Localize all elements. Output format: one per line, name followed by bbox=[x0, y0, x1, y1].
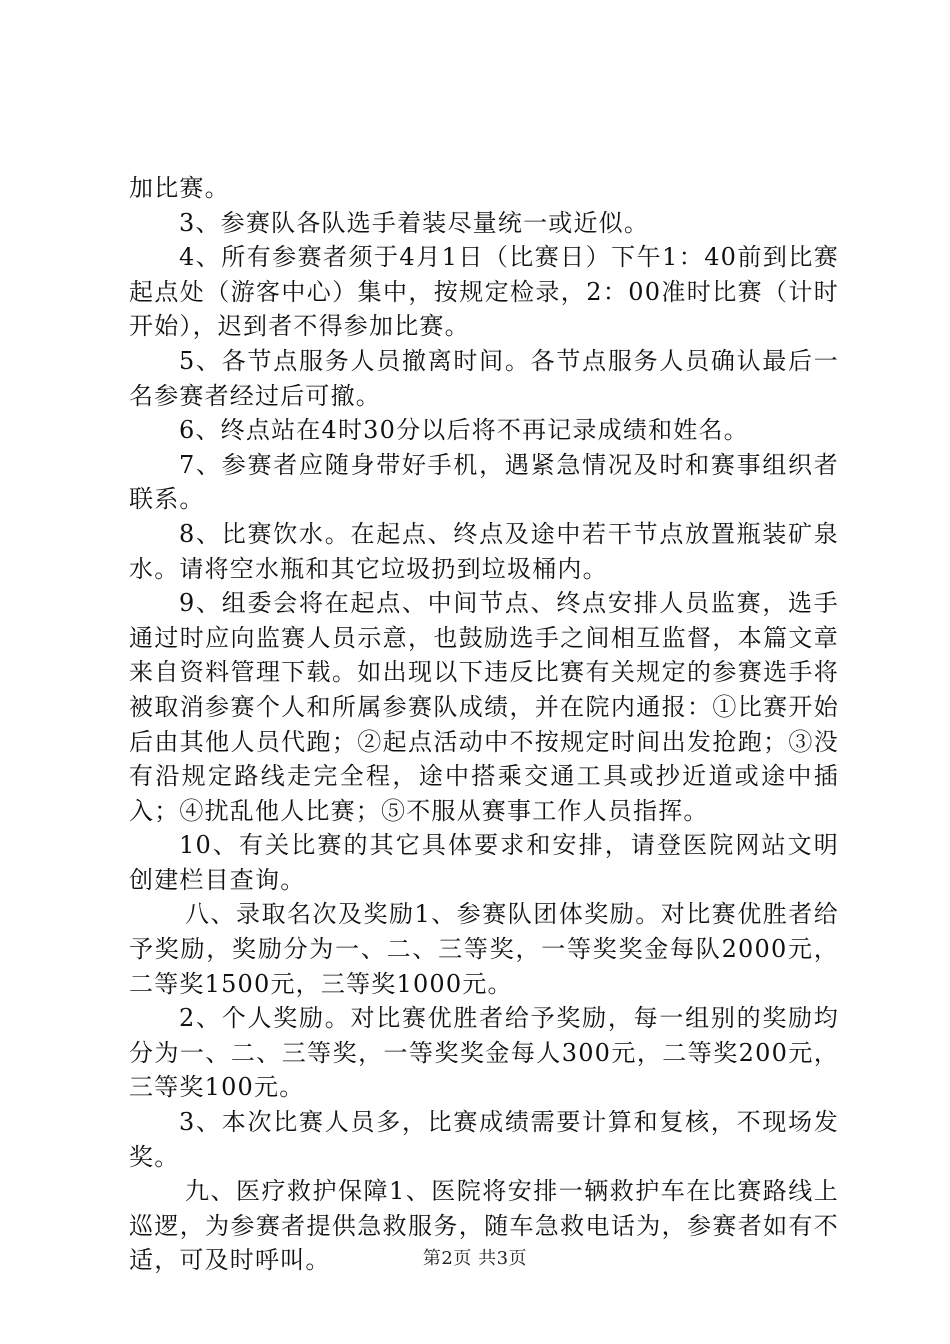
paragraph-item-9: 9、组委会将在起点、中间节点、终点安排人员监赛，选手通过时应向监赛人员示意，也鼓励选手之间相互监督，本篇文章来自资料管理下载。如出现以下违反比赛有关规定的参赛选手将被取消参赛个人和所属参赛队成绩，并在院内通报：①比赛开始后由其他人员代跑；②起点活动中不按规定时间出发抢跑；③没有沿规定路线走完全程，途中搭乘交通工具或抄近道或途中插入；④扰乱他人比赛；⑤不服从赛事工作人员指挥。 bbox=[129, 589, 839, 825]
section-awards: 八、录取名次及奖励1、参赛队团体奖励。对比赛优胜者给予奖励，奖励分为一、二、三等奖，一等奖奖金每队2000元，二等奖1500元，三等奖1000元。 bbox=[129, 900, 839, 998]
paragraph-award-note: 3、本次比赛人员多，比赛成绩需要计算和复核，不现场发奖。 bbox=[129, 1108, 839, 1171]
paragraph-continuation: 加比赛。 bbox=[129, 174, 230, 202]
section-medical: 九、医疗救护保障1、医院将安排一辆救护车在比赛路线上巡逻，为参赛者提供急救服务，随车急救电话为，参赛者如有不适，可及时呼叫。 bbox=[129, 1177, 839, 1275]
paragraph-item-5: 5、各节点服务人员撤离时间。各节点服务人员确认最后一名参赛者经过后可撤。 bbox=[129, 346, 839, 410]
paragraph-item-10: 10、有关比赛的其它具体要求和安排，请登医院网站文明创建栏目查询。 bbox=[129, 831, 839, 894]
paragraph-individual-awards: 2、个人奖励。对比赛优胜者给予奖励，每一组别的奖励均分为一、二、三等奖，一等奖奖金每人300元，二等奖200元，三等奖100元。 bbox=[129, 1004, 839, 1102]
paragraph-item-4: 4、所有参赛者须于4月1日（比赛日）下午1：40前到比赛起点处（游客中心）集中，按规定检录，2：00准时比赛（计时开始），迟到者不得参加比赛。 bbox=[129, 243, 839, 341]
paragraph-item-6: 6、终点站在4时30分以后将不再记录成绩和姓名。 bbox=[179, 416, 749, 445]
page-number-footer: 第2页 共3页 bbox=[422, 1248, 528, 1269]
paragraph-item-7: 7、参赛者应随身带好手机，遇紧急情况及时和赛事组织者联系。 bbox=[129, 450, 839, 514]
paragraph-item-3: 3、参赛队各队选手着装尽量统一或近似。 bbox=[179, 208, 650, 237]
document-body bbox=[129, 171, 839, 1278]
paragraph-item-8: 8、比赛饮水。在起点、终点及途中若干节点放置瓶装矿泉水。请将空水瓶和其它垃圾扔到垃圾桶内。 bbox=[129, 519, 839, 583]
